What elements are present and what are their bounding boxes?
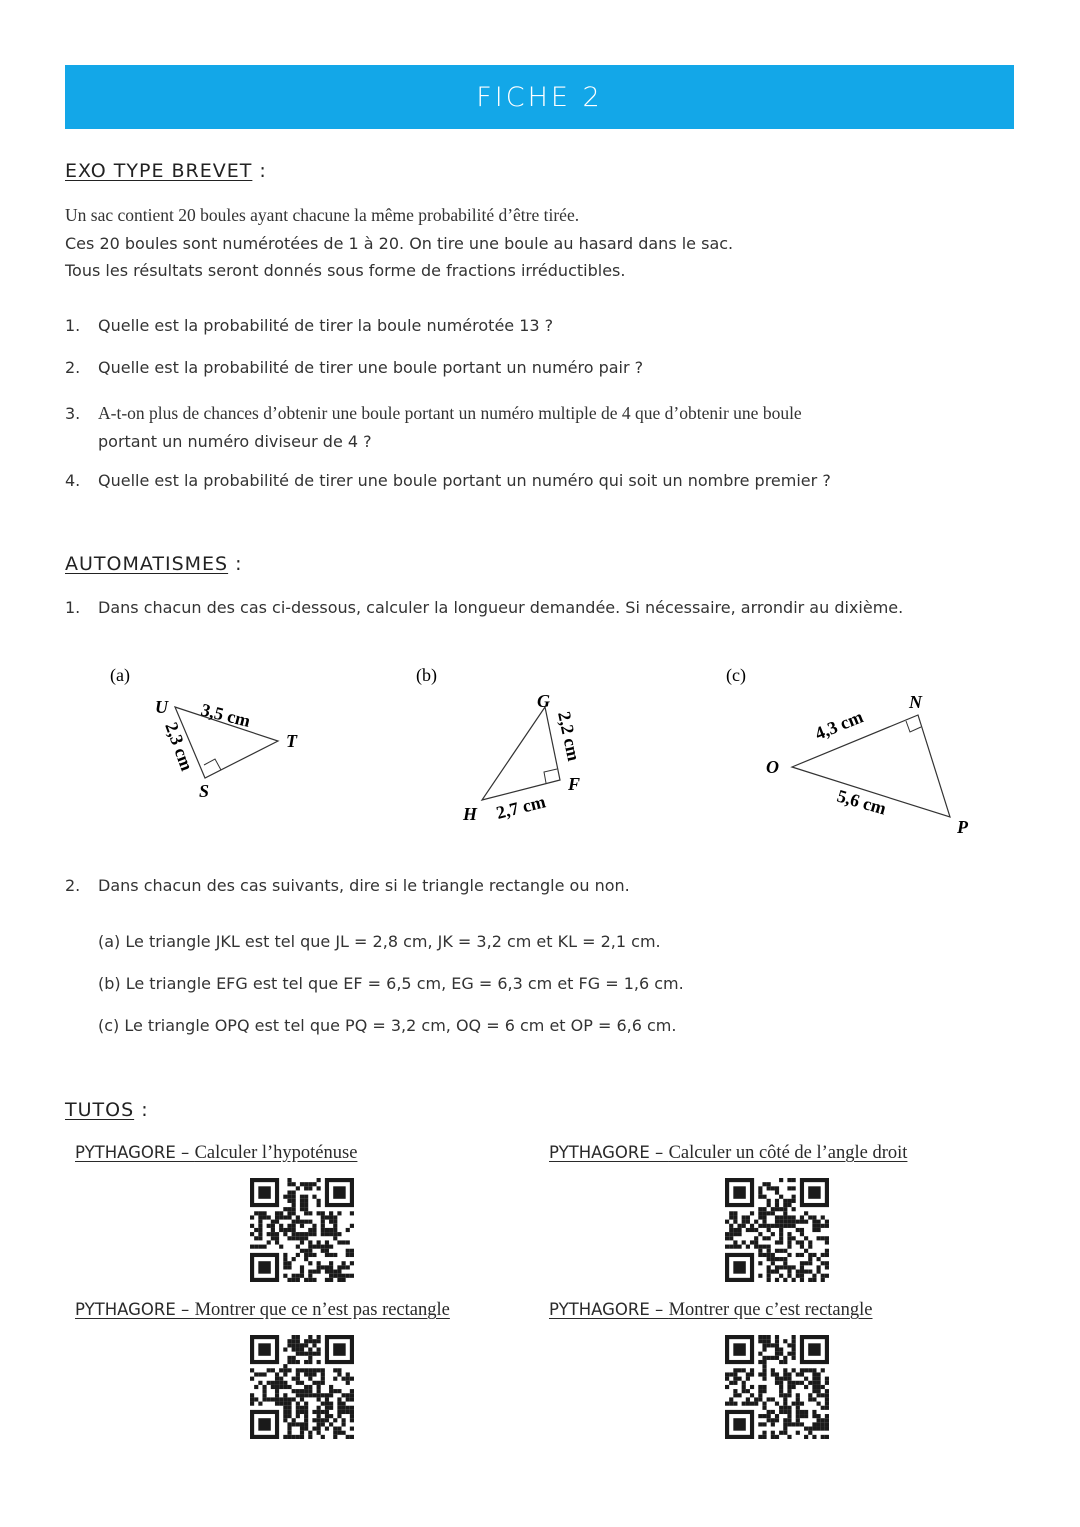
section-title-brevet — [65, 160, 267, 182]
intro-line-2: Ces 20 boules sont numérotées de 1 à 20. On tire une boule au hasard dans le sac. — [65, 233, 734, 253]
brevet-intro — [65, 202, 733, 285]
question-number: 1. — [65, 316, 81, 335]
vertex-P: P — [957, 817, 968, 837]
qr-code-hypotenuse[interactable] — [250, 1178, 354, 1282]
brevet-question-4 — [65, 471, 831, 490]
question-text: Quelle est la probabilité de tirer une boule portant un numéro pair ? — [98, 358, 644, 377]
length-HF: 2,7 cm — [494, 791, 548, 823]
page-title-banner — [65, 65, 1014, 129]
qr-code-pas-rectangle[interactable] — [250, 1335, 354, 1439]
tuto-link-cote-angle-droit[interactable] — [549, 1143, 907, 1164]
section-colon: : — [259, 160, 267, 182]
section-title-automatismes-text: AUTOMATISMES — [65, 553, 229, 575]
section-colon: : — [235, 553, 243, 575]
figure-a-label: (a) — [110, 665, 130, 685]
section-title-brevet-text: EXO TYPE BREVET — [65, 160, 253, 182]
length-US: 2,3 cm — [161, 719, 198, 774]
question-text: A-t-on plus de chances d’obtenir une boule portant un numéro multiple de 4 que d’obtenir une boule — [98, 403, 802, 423]
vertex-H: H — [463, 804, 478, 824]
brevet-question-3 — [65, 399, 802, 456]
tuto-label: Calculer l’hypoténuse — [194, 1143, 358, 1163]
vertex-F: F — [568, 774, 581, 794]
figure-c-triangle-ONP — [720, 655, 1000, 845]
q2-item-b: (b) Le triangle EFG est tel que EF = 6,5 cm, EG = 6,3 cm et FG = 1,6 cm. — [98, 974, 684, 993]
question-number: 2. — [65, 358, 81, 377]
question-text: Dans chacun des cas ci-dessous, calculer la longueur demandée. Si nécessaire, arrondir au dixième. — [98, 598, 904, 617]
automatismes-question-2 — [65, 876, 630, 895]
question-number: 4. — [65, 471, 81, 490]
intro-line-1: Un sac contient 20 boules ayant chacune la même probabilité d’être tirée. — [65, 205, 580, 225]
question-text: Dans chacun des cas suivants, dire si le triangle rectangle ou non. — [98, 876, 630, 895]
figure-b-triangle-GHF — [410, 655, 650, 830]
qr-code-cote-angle-droit[interactable] — [725, 1178, 829, 1282]
section-title-tutos-text: TUTOS — [65, 1099, 135, 1121]
vertex-N: N — [909, 692, 922, 712]
right-angle-mark-a — [204, 759, 221, 770]
question-text-cont: portant un numéro diviseur de 4 ? — [98, 432, 372, 451]
length-OP: 5,6 cm — [834, 785, 889, 819]
question-number: 1. — [65, 598, 81, 617]
tuto-label: Calculer un côté de l’angle droit — [668, 1143, 908, 1163]
tuto-link-rectangle[interactable] — [549, 1300, 872, 1321]
tuto-prefix: PYTHAGORE – — [549, 1143, 669, 1162]
question-number: 2. — [65, 876, 81, 895]
tuto-prefix: PYTHAGORE – — [75, 1300, 195, 1319]
length-ON: 4,3 cm — [812, 706, 866, 744]
right-angle-mark-c — [906, 721, 921, 732]
length-GF: 2,2 cm — [554, 709, 585, 763]
automatismes-question-1 — [65, 598, 903, 617]
page-title: FICHE 2 — [476, 81, 603, 113]
length-UT: 3,5 cm — [199, 699, 253, 731]
qr-code-rectangle[interactable] — [725, 1335, 829, 1439]
figure-a-triangle-UST — [100, 655, 340, 830]
tuto-link-hypotenuse[interactable] — [75, 1143, 357, 1164]
tuto-prefix: PYTHAGORE – — [75, 1143, 195, 1162]
intro-line-3: Tous les résultats seront donnés sous forme de fractions irréductibles. — [65, 261, 626, 280]
section-colon: : — [141, 1099, 149, 1121]
vertex-O: O — [766, 757, 779, 777]
section-title-automatismes — [65, 553, 243, 575]
tuto-label: Montrer que ce n’est pas rectangle — [194, 1300, 450, 1320]
figure-c-label: (c) — [726, 665, 746, 685]
tuto-label: Montrer que c’est rectangle — [668, 1300, 873, 1320]
section-title-tutos — [65, 1099, 149, 1121]
vertex-S: S — [199, 781, 210, 801]
question-text: Quelle est la probabilité de tirer la boule numérotée 13 ? — [98, 316, 554, 335]
tuto-prefix: PYTHAGORE – — [549, 1300, 669, 1319]
brevet-question-2 — [65, 358, 643, 377]
figure-b-label: (b) — [416, 665, 437, 685]
vertex-T: T — [286, 731, 297, 751]
q2-item-a: (a) Le triangle JKL est tel que JL = 2,8 cm, JK = 3,2 cm et KL = 2,1 cm. — [98, 932, 661, 951]
brevet-question-1 — [65, 316, 553, 335]
tuto-link-pas-rectangle[interactable] — [75, 1300, 450, 1321]
vertex-U: U — [155, 697, 168, 717]
question-text: Quelle est la probabilité de tirer une boule portant un numéro qui soit un nombre premier ? — [98, 471, 831, 490]
question-number: 3. — [65, 404, 81, 423]
triangle-b-shape — [482, 707, 560, 800]
vertex-G: G — [537, 691, 550, 711]
q2-item-c: (c) Le triangle OPQ est tel que PQ = 3,2 cm, OQ = 6 cm et OP = 6,6 cm. — [98, 1016, 677, 1035]
